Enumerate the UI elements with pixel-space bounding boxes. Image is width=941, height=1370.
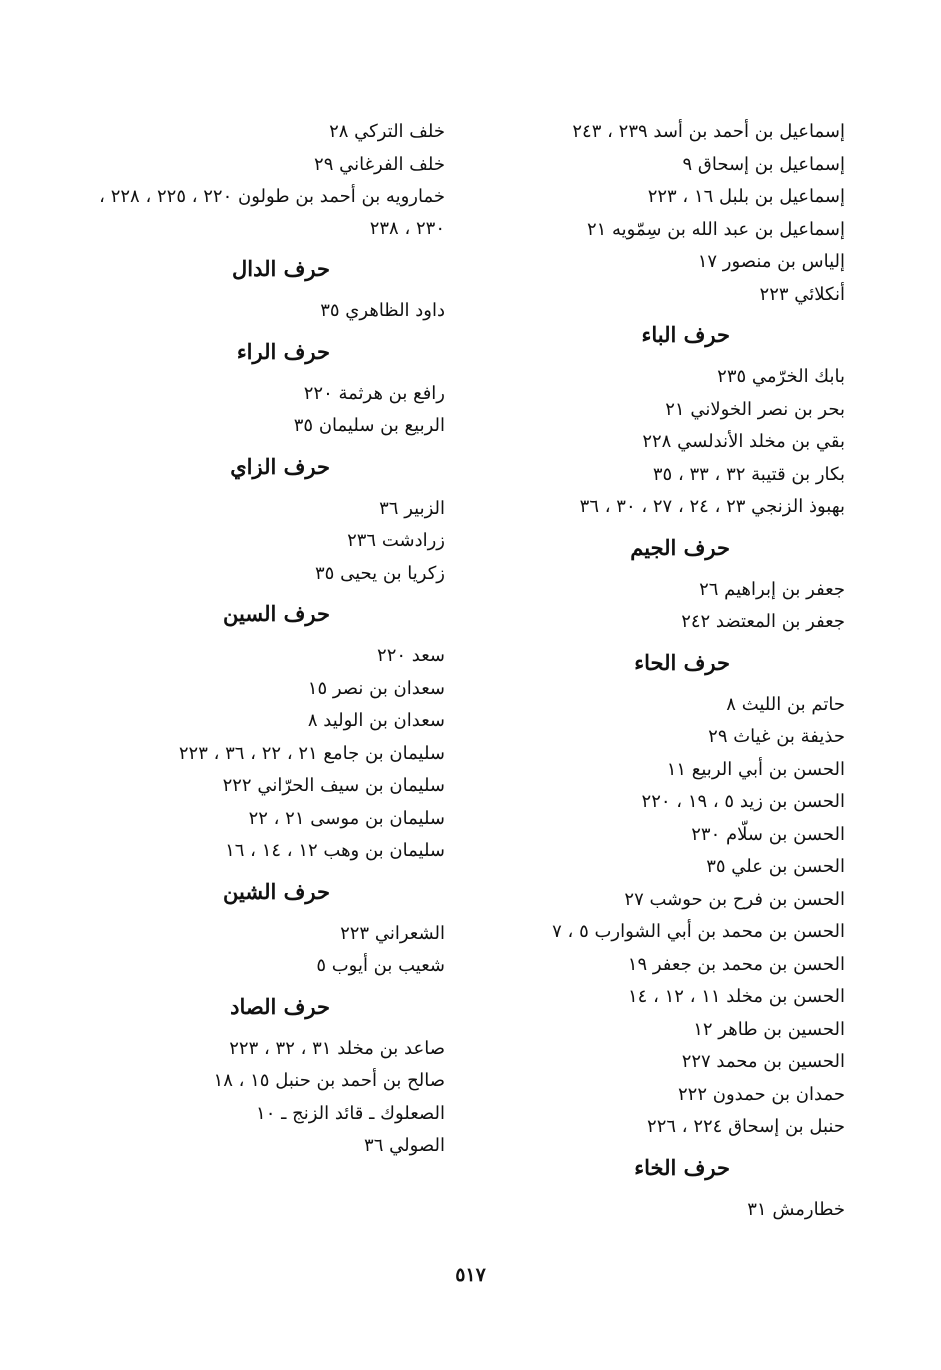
index-entry: سليمان بن وهب ١٢ ، ١٤ ، ١٦ bbox=[225, 840, 445, 861]
index-entry: حاتم بن الليث ٨ bbox=[726, 693, 845, 715]
index-entry: إسماعيل بن بلبل ١٦ ، ٢٢٣ bbox=[647, 186, 845, 207]
index-entry: سعدان بن نصر ١٥ bbox=[307, 677, 445, 699]
index-entry: الصعلوك ـ قائد الزنج ـ ١٠ bbox=[256, 1102, 445, 1124]
index-column-right bbox=[505, 116, 845, 1226]
index-entry: خطارمش ٣١ bbox=[747, 1198, 845, 1220]
index-entry: الحسن بن محمد بن أبي الشوارب ٥ ، ٧ bbox=[552, 921, 845, 942]
index-entry: خمارويه بن أحمد بن طولون ٢٢٠ ، ٢٢٥ ، ٢٢٨ ، ٢٣٠ ، ٢٣٨ bbox=[99, 186, 445, 239]
index-entry: بحر بن نصر الخولاني ٢١ bbox=[665, 398, 845, 420]
index-column-left bbox=[85, 116, 445, 1163]
index-entry: سليمان بن موسى ٢١ ، ٢٢ bbox=[248, 807, 445, 829]
index-entry: الزبير ٣٦ bbox=[379, 497, 445, 519]
index-entry: زرادشت ٢٣٦ bbox=[347, 530, 445, 551]
index-entry: حذيفة بن غياث ٢٩ bbox=[708, 726, 845, 747]
section-heading: حرف السين bbox=[223, 601, 330, 626]
section-heading: حرف الحاء bbox=[634, 649, 730, 675]
index-entry: الحسن بن علي ٣٥ bbox=[706, 856, 845, 877]
index-entry: رافع بن هرثمة ٢٢٠ bbox=[303, 382, 445, 404]
section-heading: حرف الصاد bbox=[230, 993, 330, 1019]
index-entry: بقي بن مخلد الأندلسي ٢٢٨ bbox=[642, 431, 845, 452]
index-entry: الحسن بن مخلد ١١ ، ١٢ ، ١٤ bbox=[628, 986, 845, 1007]
section-heading: حرف الدال bbox=[232, 256, 330, 281]
index-entry: إسماعيل بن إسحاق ٩ bbox=[682, 153, 845, 175]
index-entry: بابك الخرّمي ٢٣٥ bbox=[717, 366, 845, 387]
index-entry: جعفر بن إبراهيم ٢٦ bbox=[699, 578, 845, 600]
index-entry: الحسن بن أبي الربيع ١١ bbox=[666, 758, 845, 780]
section-heading: حرف الشين bbox=[223, 878, 330, 904]
index-entry: الشعراني ٢٢٣ bbox=[340, 922, 445, 944]
index-entry: خلف التركي ٢٨ bbox=[329, 121, 445, 142]
index-entry: داود الظاهري ٣٥ bbox=[320, 300, 445, 321]
index-entry: الحسن بن سلّام ٢٣٠ bbox=[691, 823, 845, 845]
index-entry: الحسن بن فرح بن حوشب ٢٧ bbox=[624, 888, 845, 910]
index-entry: الربيع بن سليمان ٣٥ bbox=[293, 415, 445, 436]
index-entry: سليمان بن سيف الحرّاني ٢٢٢ bbox=[222, 775, 445, 796]
index-entry: الحسن بن زيد ٥ ، ١٩ ، ٢٢٠ bbox=[641, 791, 845, 812]
index-entry: زكريا بن يحيى ٣٥ bbox=[315, 562, 445, 584]
index-entry: جعفر بن المعتضد ٢٤٢ bbox=[681, 611, 845, 632]
index-entry: حنبل بن إسحاق ٢٢٤ ، ٢٢٦ bbox=[647, 1116, 845, 1137]
section-heading: حرف الباء bbox=[641, 322, 730, 347]
index-entry: الحسين بن طاهر ١٢ bbox=[693, 1018, 845, 1040]
index-entry: حمدان بن حمدون ٢٢٢ bbox=[678, 1083, 845, 1105]
index-entry: الحسين بن محمد ٢٢٧ bbox=[681, 1051, 845, 1072]
index-entry: إسماعيل بن أحمد بن أسد ٢٣٩ ، ٢٤٣ bbox=[572, 121, 845, 142]
index-entry: إسماعيل بن عبد الله بن سِمّويه ٢١ bbox=[586, 218, 845, 240]
index-entry: إلياس بن منصور ١٧ bbox=[697, 251, 845, 272]
index-entry: سعدان بن الوليد ٨ bbox=[307, 710, 445, 731]
index-entry: صاعد بن مخلد ٣١ ، ٣٢ ، ٢٢٣ bbox=[229, 1037, 445, 1059]
page-number: ٥١٧ bbox=[455, 1264, 486, 1286]
index-entry: شعيب بن أيوب ٥ bbox=[316, 955, 445, 976]
section-heading: حرف الراء bbox=[236, 338, 330, 364]
section-heading: حرف الزاي bbox=[230, 453, 330, 479]
section-heading: حرف الجيم bbox=[630, 534, 730, 560]
index-entry: سعد ٢٢٠ bbox=[377, 645, 445, 666]
index-entry: بكار بن قتيبة ٣٢ ، ٣٣ ، ٣٥ bbox=[652, 463, 845, 485]
index-entry: أنكلائي ٢٢٣ bbox=[759, 283, 845, 305]
section-heading: حرف الخاء bbox=[634, 1154, 730, 1180]
index-entry: خلف الفرغاني ٢٩ bbox=[314, 153, 445, 175]
index-entry: صالح بن أحمد بن حنبل ١٥ ، ١٨ bbox=[213, 1070, 445, 1091]
index-entry: سليمان بن جامع ٢١ ، ٢٢ ، ٣٦ ، ٢٢٣ bbox=[178, 742, 445, 764]
index-entry: الصولي ٣٦ bbox=[364, 1135, 445, 1156]
index-entry: بهبوذ الزنجي ٢٣ ، ٢٤ ، ٢٧ ، ٣٠ ، ٣٦ bbox=[579, 496, 845, 517]
index-entry: الحسن بن محمد بن جعفر ١٩ bbox=[627, 953, 845, 975]
